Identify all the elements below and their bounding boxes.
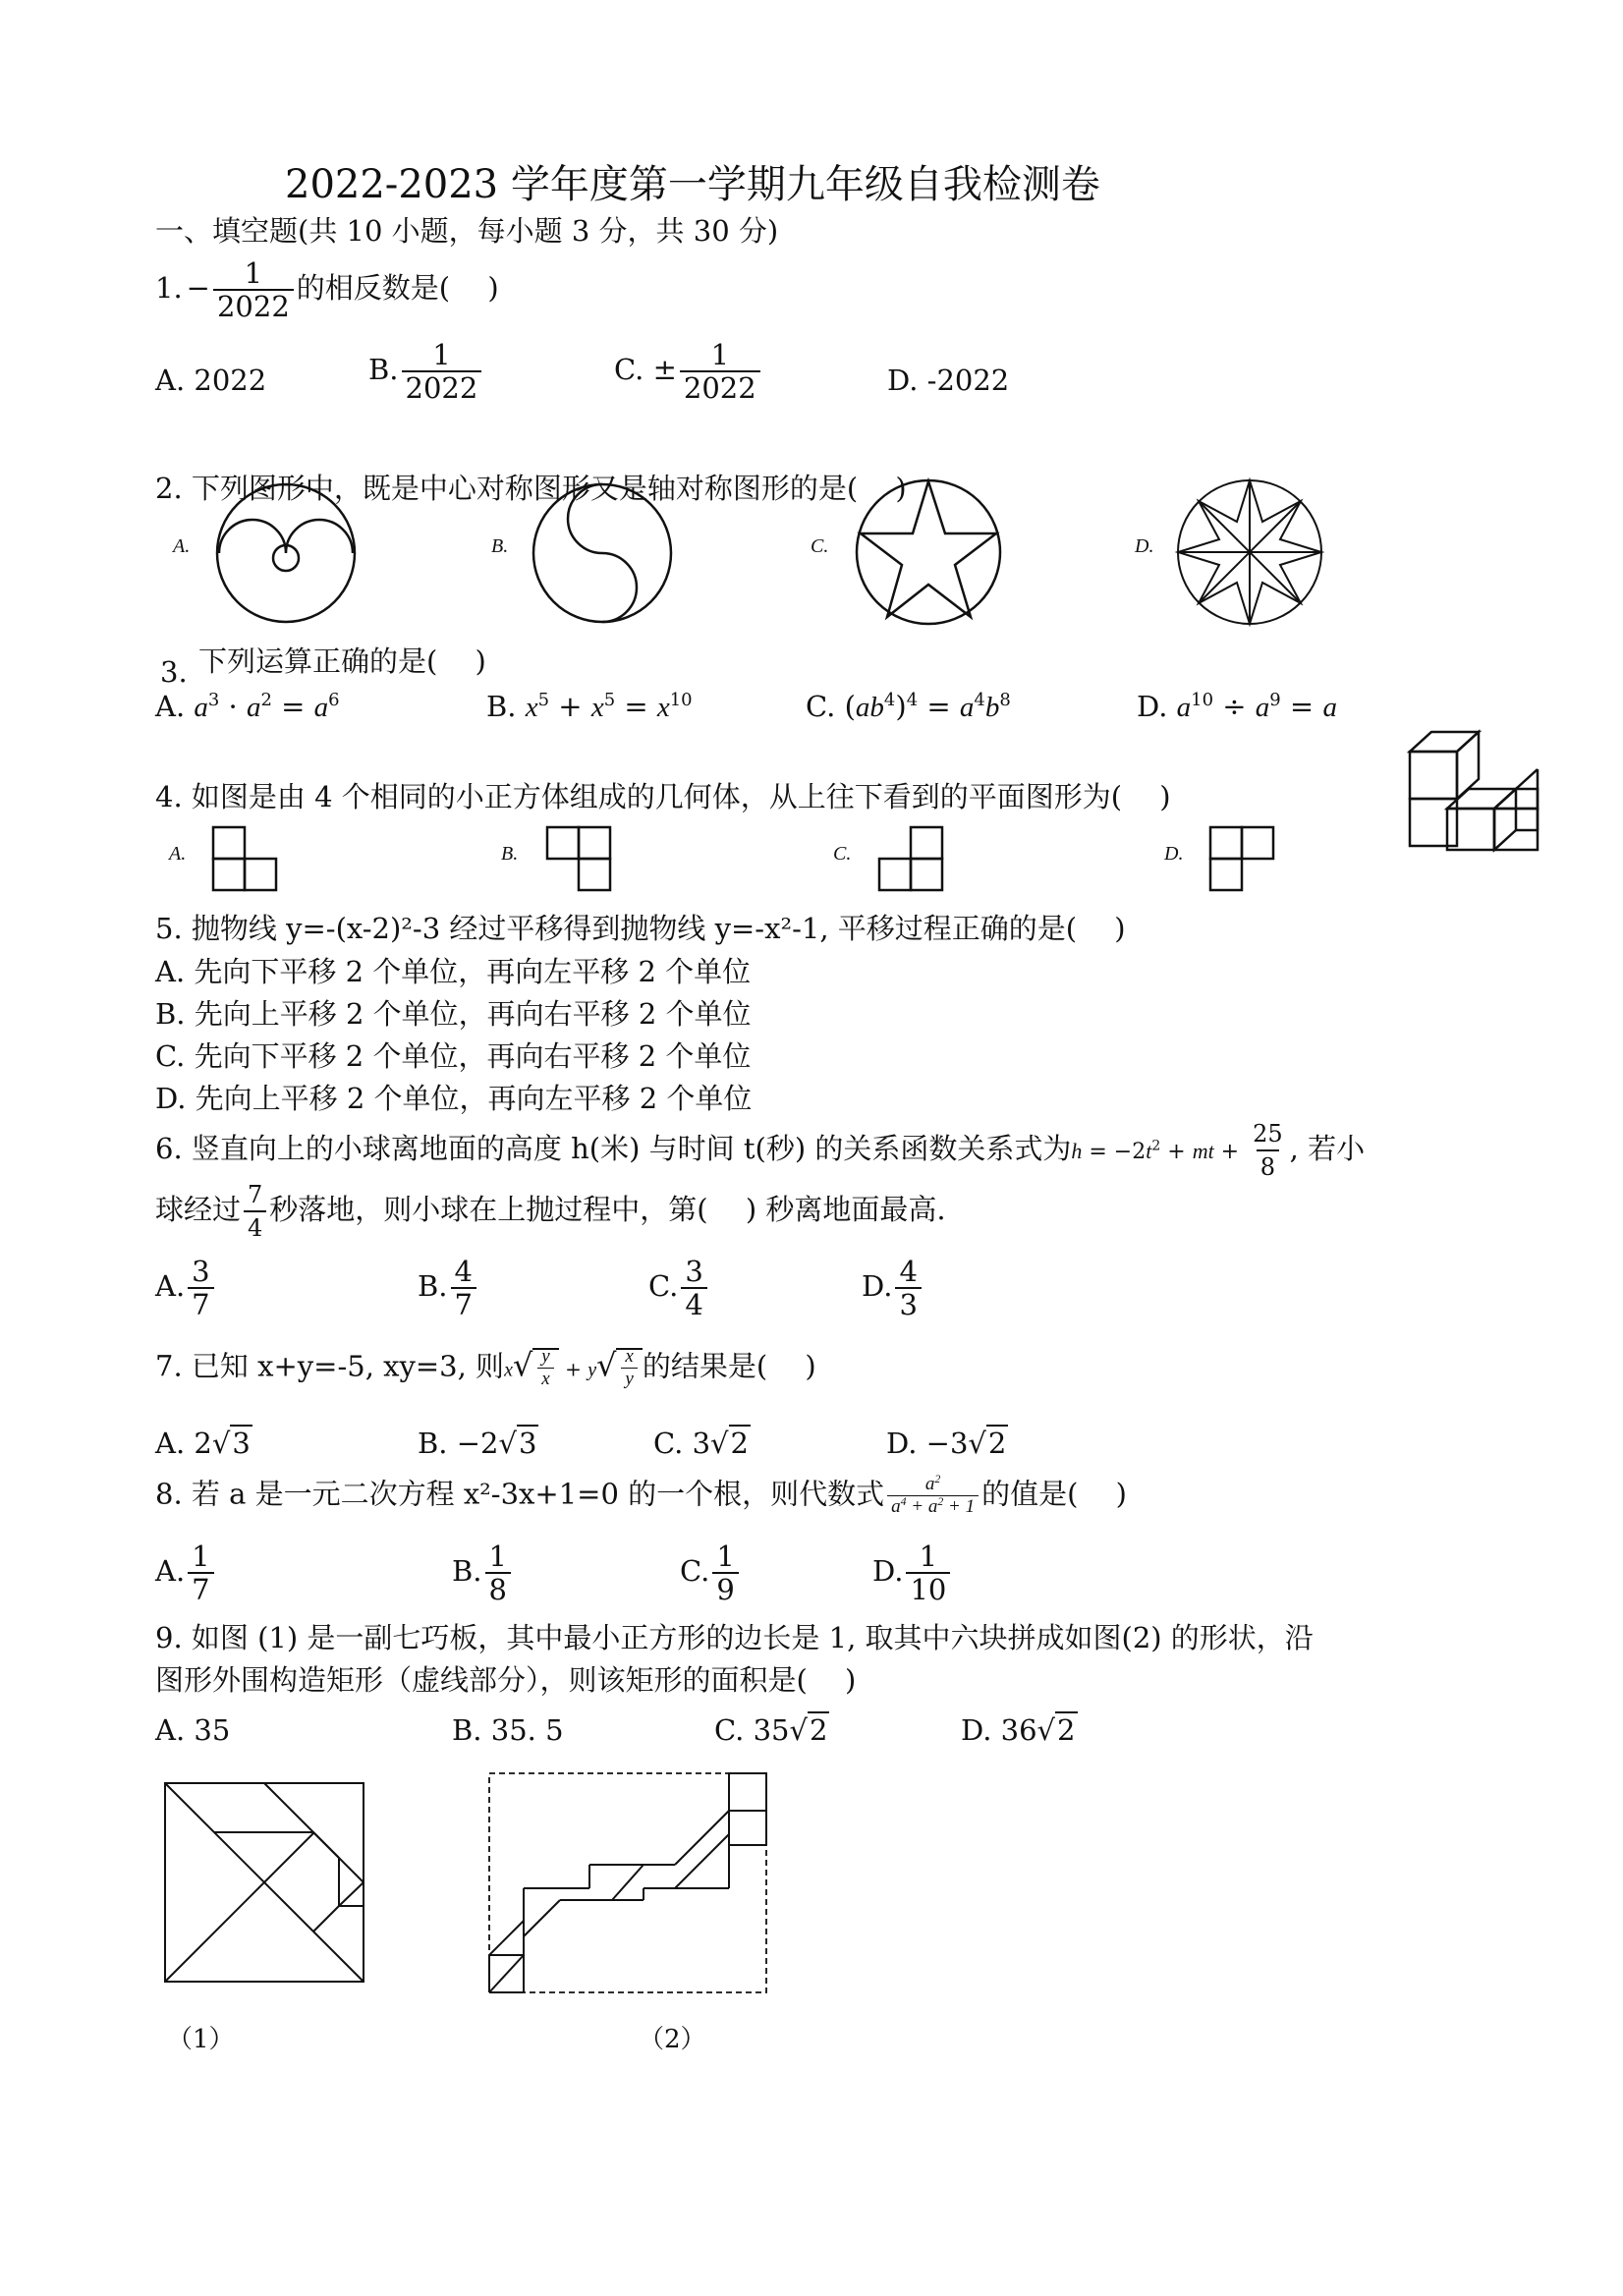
q1-option-c: C. ± $\frac{1}{2022}$ — [614, 339, 763, 404]
q1-option-d: D. -2022 — [887, 364, 1010, 397]
q6-option-b: B. $\frac{4}{7}$ — [418, 1256, 479, 1320]
q9-option-b: B. 35. 5 — [452, 1713, 564, 1747]
q5-option-c: C. 先向下平移 2 个单位，再向右平移 2 个单位 — [155, 1039, 752, 1073]
q8-option-d: D. $\frac{1}{10}$ — [872, 1540, 953, 1605]
page-title: 2022-2023 学年度第一学期九年级自我检测卷 — [285, 162, 1100, 207]
q9-option-a: A. 35 — [155, 1713, 231, 1747]
q5-option-d: D. 先向上平移 2 个单位，再向左平移 2 个单位 — [155, 1082, 753, 1115]
q6-option-a: A. $\frac{3}{7}$ — [155, 1256, 217, 1320]
q2-label-a: A. — [173, 535, 191, 557]
q9-tangram-figure-1 — [162, 1780, 368, 1987]
q2-label-c: C. — [811, 535, 829, 557]
q7-option-b: B. −2√3 — [418, 1427, 537, 1460]
q4-cube-solid-figure — [1400, 727, 1542, 855]
q6-option-c: C. $\frac{3}{4}$ — [648, 1256, 710, 1320]
q4-option-c-figure — [877, 825, 946, 894]
question-3-number: 3. — [160, 655, 188, 689]
q4-option-a-figure — [211, 825, 280, 894]
q2-figure-c — [853, 476, 1005, 629]
q2-label-b: B. — [491, 535, 509, 557]
q6-option-d: D. $\frac{4}{3}$ — [862, 1256, 924, 1320]
question-5-stem: 5. 抛物线 y=-(x-2)²-3 经过平移得到抛物线 y=-x²-1, 平移过程正确的是( ) — [155, 912, 1126, 945]
q2-figure-b — [531, 481, 678, 629]
question-4-stem: 4. 如图是由 4 个相同的小正方体组成的几何体，从上往下看到的平面图形为( ) — [155, 780, 1171, 813]
q7-option-c: C. 3√2 — [653, 1427, 749, 1460]
q9-option-d: D. 36√2 — [961, 1713, 1076, 1747]
q7-option-a: A. 2√3 — [155, 1427, 251, 1460]
q9-option-c: C. 35√2 — [714, 1713, 828, 1747]
q4-option-b-figure — [545, 825, 614, 894]
q1-option-a: A. 2022 — [155, 364, 267, 397]
q8-option-b: B. $\frac{1}{8}$ — [452, 1540, 514, 1605]
question-3-stem: 下列运算正确的是( ) — [198, 644, 486, 678]
q1-option-b: B. $\frac{1}{2022}$ — [368, 339, 484, 404]
q5-option-a: A. 先向下平移 2 个单位，再向左平移 2 个单位 — [155, 955, 752, 988]
q2-label-d: D. — [1135, 535, 1154, 557]
q5-option-b: B. 先向上平移 2 个单位，再向右平移 2 个单位 — [155, 997, 752, 1031]
question-6-stem-cont: 球经过 $\frac{7}{4}$ 秒落地，则小球在上抛过程中，第( ) 秒离地面最高. — [155, 1181, 946, 1242]
q4-label-c: C. — [833, 843, 852, 865]
q2-figure-d — [1174, 476, 1326, 629]
q3-option-c: C. $(ab^4)^4 = a^4b^8$ — [806, 690, 1011, 723]
question-6-stem: 6. 竖直向上的小球离地面的高度 h(米) 与时间 t(秒) 的关系函数关系式为$h = -2t^2$ + mt + $\frac{25}{8}$ , 若小 — [155, 1120, 1366, 1181]
q4-label-a: A. — [169, 843, 187, 865]
question-8-stem: 8. 若 a 是一元二次方程 x²-3x+1=0 的一个根，则代数式 $\frac{a^2}{a^4 + a^2 + 1}$ 的值是( ) — [155, 1472, 1127, 1517]
question-9-stem-line2: 图形外围构造矩形（虚线部分），则该矩形的面积是( ) — [155, 1663, 857, 1697]
q4-option-d-figure — [1208, 825, 1277, 894]
question-9-stem-line1: 9. 如图 (1) 是一副七巧板，其中最小正方形的边长是 1, 取其中六块拼成如图(2) 的形状，沿 — [155, 1621, 1314, 1654]
q4-label-d: D. — [1164, 843, 1184, 865]
question-2-stem: 2. 下列图形中，既是中心对称图形又是轴对称图形的是( ) — [155, 472, 907, 505]
q8-option-a: A. $\frac{1}{7}$ — [155, 1540, 217, 1605]
q9-figure-1-label: （1） — [167, 2025, 235, 2054]
q3-option-d: D. $a^{10} \div a^9 = a$ — [1137, 690, 1337, 723]
q2-figure-a — [214, 481, 362, 629]
q7-option-d: D. −3√2 — [886, 1427, 1007, 1460]
q4-label-b: B. — [501, 843, 519, 865]
q9-tangram-figure-2 — [486, 1770, 781, 1998]
q3-option-a: A. $a^3 \cdot a^2 = a^6$ — [155, 690, 340, 723]
q9-figure-2-label: （2） — [639, 2025, 706, 2054]
question-1-stem: 1. − $\frac{1}{2022}$ 的相反数是( ) — [155, 256, 499, 323]
question-7-stem: 7. 已知 x+y=-5, xy=3, 则x√ $\frac{y}{x}$ + y√ $\frac{x}{y}$ 的结果是( ) — [155, 1346, 816, 1389]
q3-option-b: B. $x^5 + x^5 = x^{10}$ — [486, 690, 693, 723]
section-heading: 一、填空题(共 10 小题，每小题 3 分，共 30 分) — [155, 214, 779, 248]
q8-option-c: C. $\frac{1}{9}$ — [680, 1540, 742, 1605]
